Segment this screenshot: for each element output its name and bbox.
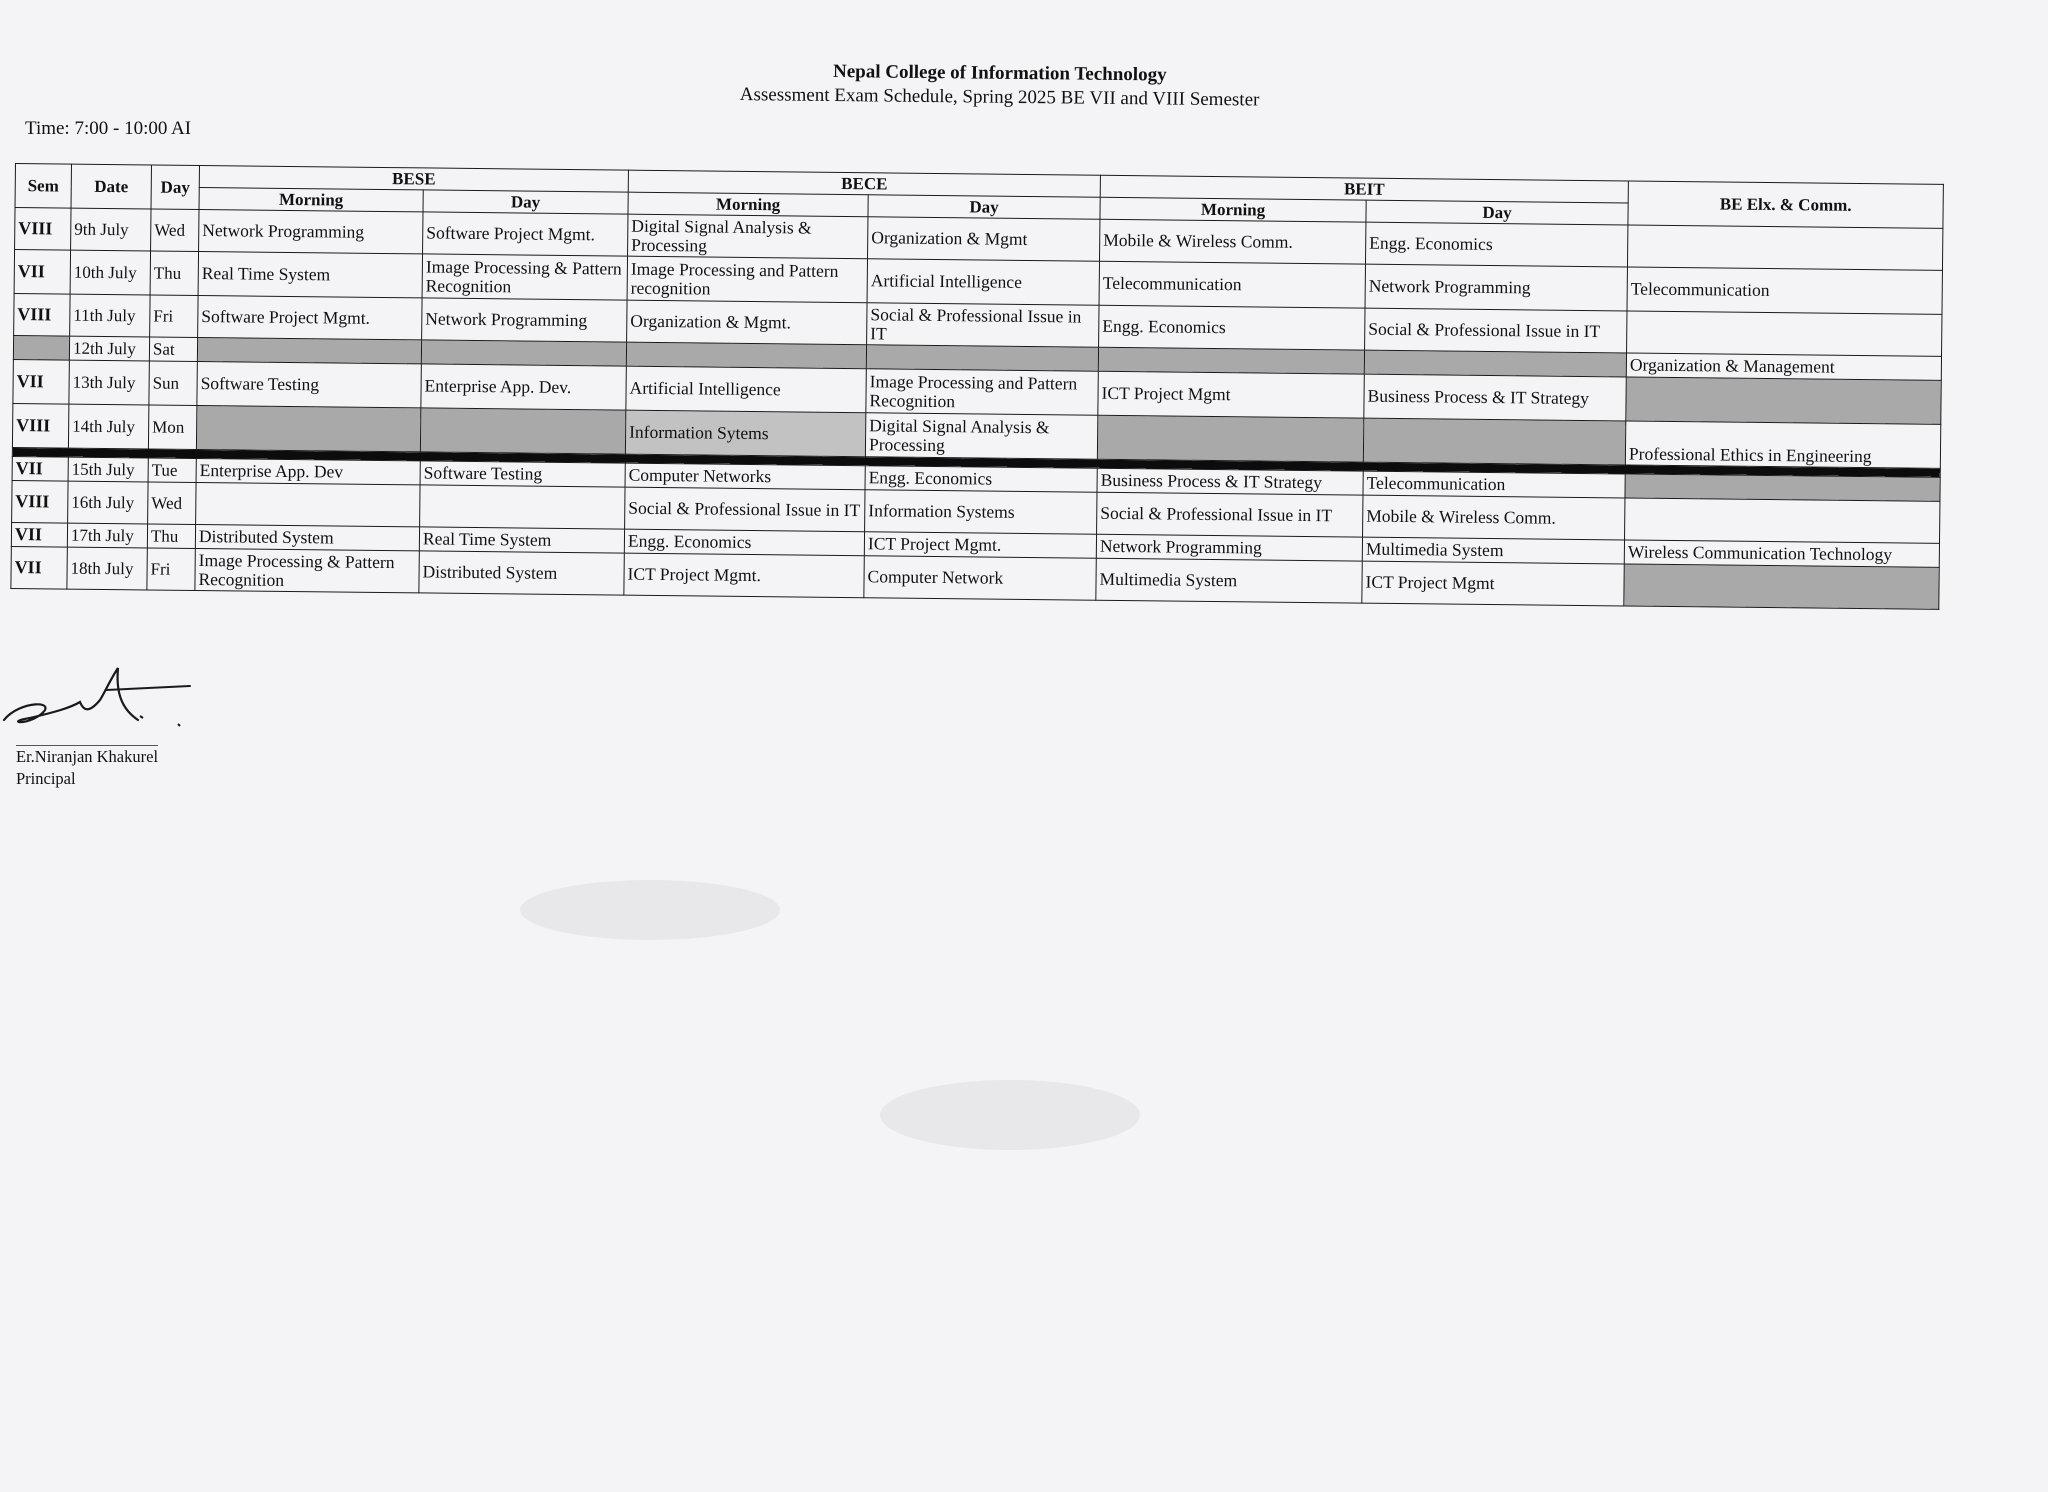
date-cell: 13th July xyxy=(69,360,149,405)
bese-day-cell: Software Testing xyxy=(420,461,625,487)
bese-morning-header: Morning xyxy=(199,187,423,211)
day-cell: Fri xyxy=(147,548,195,591)
sem-cell: VII xyxy=(14,250,70,295)
bese-morning-cell: Network Programming xyxy=(199,209,423,253)
beit-day-cell: Mobile & Wireless Comm. xyxy=(1363,495,1625,540)
day-header: Day xyxy=(151,165,199,210)
bese-day-cell xyxy=(421,340,626,366)
day-cell: Sat xyxy=(149,337,197,362)
beit-morning-cell: Network Programming xyxy=(1096,534,1362,561)
exam-schedule-table xyxy=(10,163,1944,610)
paper-smudge xyxy=(520,880,780,940)
elx-header: BE Elx. & Comm. xyxy=(1628,181,1943,228)
principal-signature xyxy=(0,660,200,740)
day-cell: Thu xyxy=(147,524,195,549)
bese-morning-cell: Distributed System xyxy=(195,524,419,550)
elx-cell: Telecommunication xyxy=(1627,267,1942,314)
bece-morning-cell: Digital Signal Analysis & Processing xyxy=(628,214,868,259)
bese-morning-cell: Software Project Mgmt. xyxy=(198,295,422,339)
date-cell: 10th July xyxy=(70,250,150,295)
bece-morning-cell: Engg. Economics xyxy=(624,529,864,556)
bese-morning-cell: Image Processing & Pattern Recognition xyxy=(195,548,419,592)
beit-morning-cell: Mobile & Wireless Comm. xyxy=(1100,219,1366,264)
bese-header: BESE xyxy=(199,165,628,192)
exam-time: Time: 7:00 - 10:00 AI xyxy=(25,118,192,139)
bece-morning-cell: ICT Project Mgmt. xyxy=(624,553,864,598)
bese-day-header: Day xyxy=(423,190,628,214)
date-cell: 14th July xyxy=(68,404,148,449)
beit-day-header: Day xyxy=(1366,200,1628,225)
beit-morning-cell xyxy=(1097,415,1363,462)
bese-day-cell: Real Time System xyxy=(419,527,624,553)
sem-cell: VII xyxy=(13,359,69,404)
sem-cell: VIII xyxy=(15,208,71,251)
elx-cell xyxy=(1627,311,1942,356)
bese-day-cell: Distributed System xyxy=(419,551,624,595)
bese-morning-cell: Real Time System xyxy=(198,251,422,297)
signatory-block xyxy=(16,745,158,790)
date-cell: 16th July xyxy=(68,481,148,524)
beit-day-cell: Social & Professional Issue in IT xyxy=(1365,308,1627,353)
elx-cell xyxy=(1625,498,1940,543)
elx-cell: Organization & Management xyxy=(1626,353,1941,380)
bece-header: BECE xyxy=(628,170,1100,197)
schedule-table-wrapper xyxy=(10,163,1942,610)
sem-cell: VIII xyxy=(12,403,68,448)
bece-morning-cell: Artificial Intelligence xyxy=(626,366,866,413)
sem-cell: VII xyxy=(11,546,67,589)
bece-day-header: Day xyxy=(868,195,1100,220)
date-cell: 17th July xyxy=(67,523,147,548)
bece-morning-cell: Image Processing and Pattern recognition xyxy=(627,256,867,303)
beit-morning-cell: Telecommunication xyxy=(1099,261,1365,308)
bese-day-cell xyxy=(420,485,625,529)
day-cell: Wed xyxy=(148,482,196,525)
bese-day-cell: Image Processing & Pattern Recognition xyxy=(422,254,627,300)
sem-header: Sem xyxy=(15,164,71,209)
institution-title: Nepal College of Information Technology xyxy=(832,61,1167,86)
date-header: Date xyxy=(71,164,151,209)
beit-header: BEIT xyxy=(1100,175,1628,203)
bece-day-cell: ICT Project Mgmt. xyxy=(864,532,1096,559)
elx-cell xyxy=(1624,564,1939,609)
sem-cell: VII xyxy=(12,456,68,481)
beit-morning-cell xyxy=(1098,347,1364,374)
bece-day-cell xyxy=(866,345,1098,372)
bece-morning-cell xyxy=(626,342,866,369)
beit-morning-cell: ICT Project Mgmt xyxy=(1098,371,1364,418)
beit-day-cell xyxy=(1363,418,1625,465)
date-cell: 12th July xyxy=(69,336,149,361)
bece-day-cell: Image Processing and Pattern Recognition xyxy=(866,369,1098,416)
beit-day-cell: Multimedia System xyxy=(1362,537,1624,564)
day-cell: Wed xyxy=(151,209,199,252)
day-cell: Sun xyxy=(149,361,197,406)
sem-cell: VIII xyxy=(14,293,70,336)
bece-day-cell: Computer Network xyxy=(864,556,1096,601)
bece-day-cell: Information Systems xyxy=(865,490,1097,535)
sem-cell xyxy=(13,335,69,360)
beit-morning-cell: Business Process & IT Strategy xyxy=(1097,468,1363,495)
bece-morning-header: Morning xyxy=(628,192,868,217)
day-cell: Mon xyxy=(148,405,196,450)
beit-day-cell: Telecommunication xyxy=(1363,471,1625,498)
beit-morning-header: Morning xyxy=(1100,197,1366,222)
signatory-title: Principal xyxy=(16,769,76,788)
beit-morning-cell: Multimedia System xyxy=(1096,558,1362,603)
bece-morning-cell: Information Sytems xyxy=(625,410,865,457)
bese-day-cell: Enterprise App. Dev. xyxy=(421,364,626,410)
elx-cell xyxy=(1625,474,1940,501)
day-cell: Tue xyxy=(148,458,196,483)
bese-morning-cell xyxy=(196,405,420,451)
bese-morning-cell xyxy=(197,337,421,363)
sem-cell: VII xyxy=(11,522,67,547)
bese-morning-cell xyxy=(196,482,420,526)
day-cell: Fri xyxy=(150,295,198,338)
bece-day-cell: Social & Professional Issue in IT xyxy=(867,303,1099,348)
document-header xyxy=(639,58,1359,114)
sem-cell: VIII xyxy=(12,480,68,523)
elx-cell: Wireless Communication Technology xyxy=(1624,540,1939,567)
bece-day-cell: Artificial Intelligence xyxy=(867,259,1099,306)
beit-morning-cell: Social & Professional Issue in IT xyxy=(1097,492,1363,537)
beit-day-cell: Business Process & IT Strategy xyxy=(1364,374,1626,421)
elx-cell xyxy=(1626,377,1941,424)
bece-morning-cell: Organization & Mgmt. xyxy=(627,300,867,345)
beit-day-cell xyxy=(1364,350,1626,377)
date-cell: 11th July xyxy=(70,294,150,337)
bece-morning-cell: Social & Professional Issue in IT xyxy=(625,487,865,532)
beit-day-cell: ICT Project Mgmt xyxy=(1362,561,1624,606)
signatory-name: Er.Niranjan Khakurel xyxy=(16,747,159,766)
paper-smudge xyxy=(880,1080,1140,1150)
bece-day-cell: Organization & Mgmt xyxy=(868,217,1100,262)
date-cell: 15th July xyxy=(68,457,148,482)
bece-day-cell: Digital Signal Analysis & Processing xyxy=(865,413,1097,460)
beit-day-cell: Engg. Economics xyxy=(1366,222,1628,267)
bese-morning-cell: Enterprise App. Dev xyxy=(196,458,420,484)
bese-day-cell: Network Programming xyxy=(422,298,627,342)
elx-cell xyxy=(1628,225,1943,270)
bese-day-cell: Software Project Mgmt. xyxy=(423,212,628,256)
beit-day-cell: Network Programming xyxy=(1365,264,1627,311)
beit-morning-cell: Engg. Economics xyxy=(1099,305,1365,350)
bese-day-cell xyxy=(420,408,625,454)
day-cell: Thu xyxy=(150,251,198,296)
elx-cell: Professional Ethics in Engineering xyxy=(1625,421,1940,468)
schedule-subtitle: Assessment Exam Schedule, Spring 2025 BE VII and VIII Semester xyxy=(739,84,1260,111)
date-cell: 18th July xyxy=(67,547,147,590)
bece-day-cell: Engg. Economics xyxy=(865,466,1097,493)
date-cell: 9th July xyxy=(71,208,151,251)
bese-morning-cell: Software Testing xyxy=(197,361,421,407)
bece-morning-cell: Computer Networks xyxy=(625,463,865,490)
